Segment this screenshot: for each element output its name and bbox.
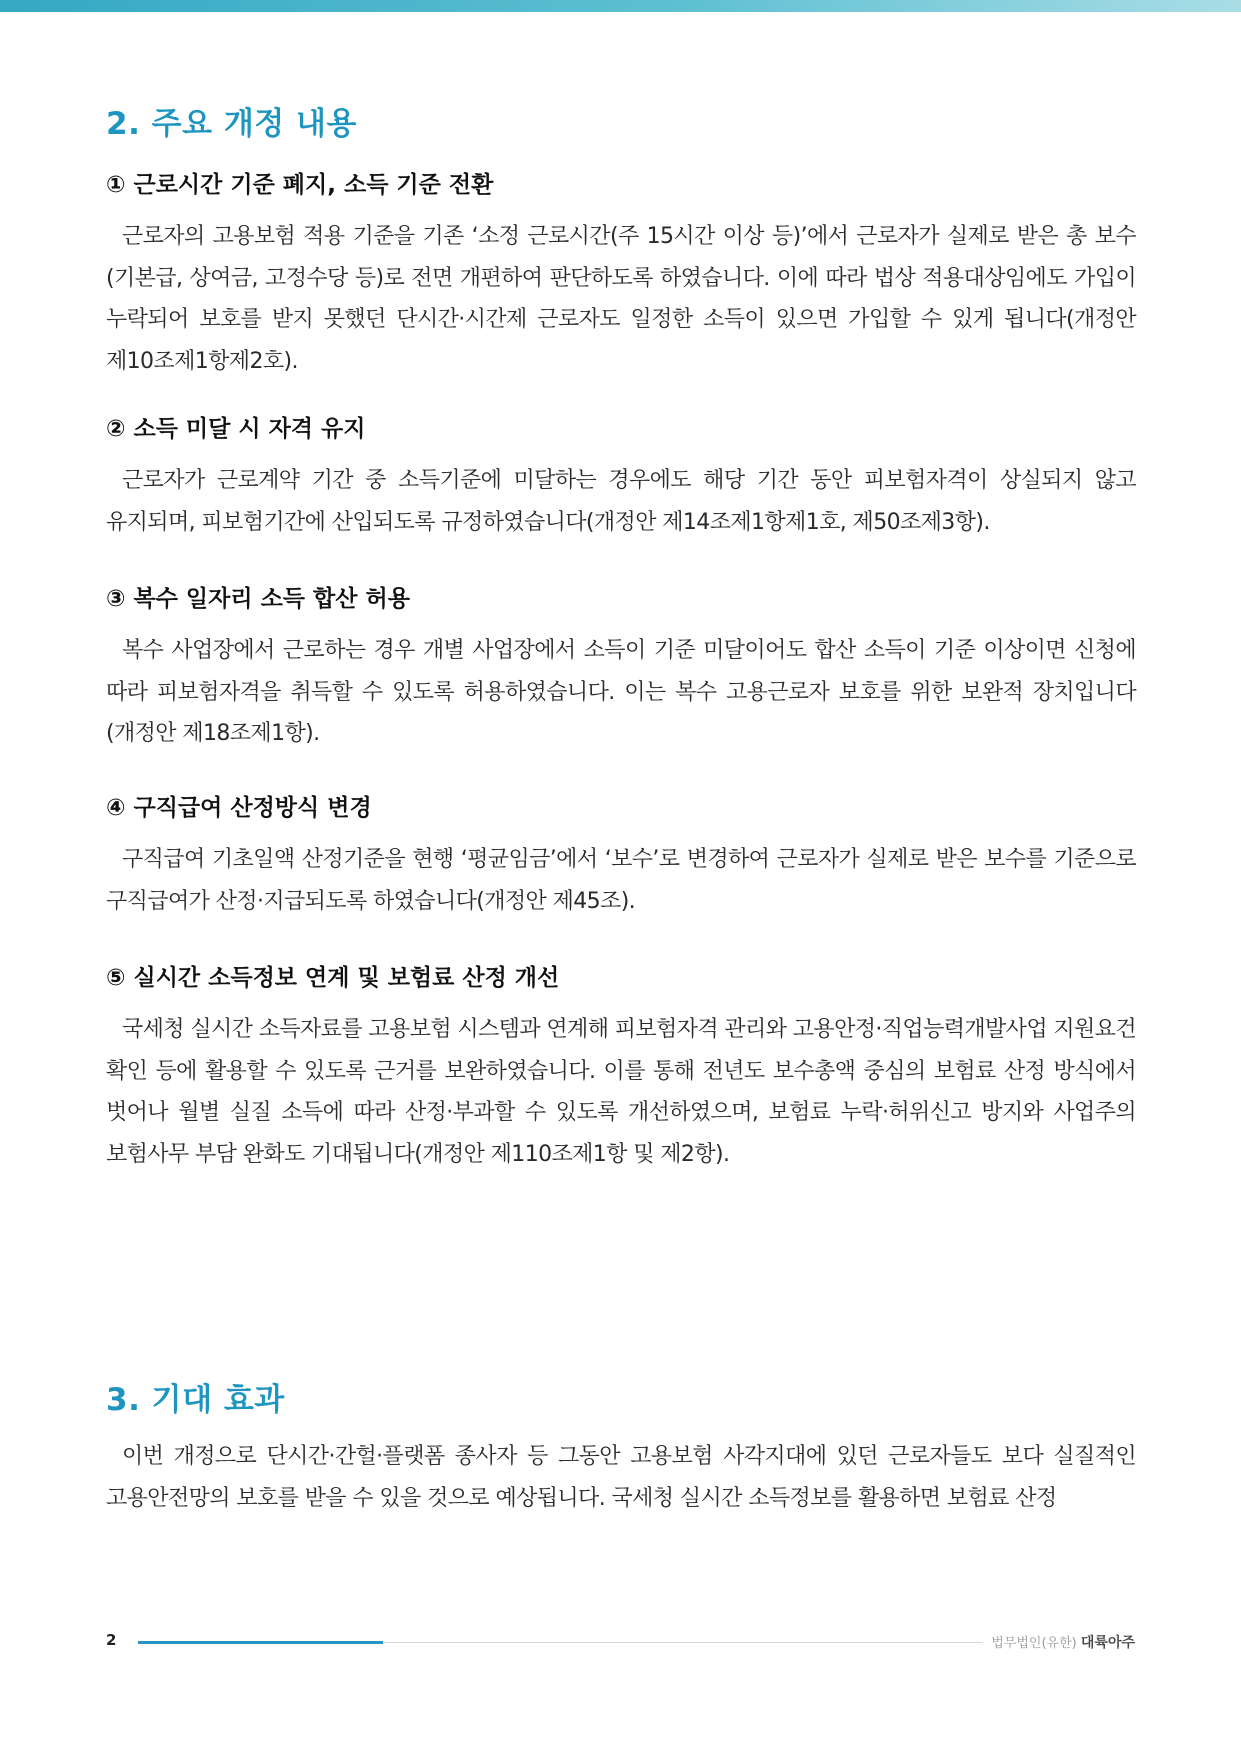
- item-1-heading: ① 근로시간 기준 폐지, 소득 기준 전환: [106, 172, 494, 198]
- item-4-body: 구직급여 기초일액 산정기준을 현행 ‘평균임금’에서 ‘보수’로 변경하여 근로자가 실제로 받은 보수를 기준으로 구직급여가 산정·지급되도록 하였습니다(개정안 제45조).: [106, 847, 1136, 914]
- item-3-heading: ③ 복수 일자리 소득 합산 허용: [106, 586, 410, 612]
- section-3-title: 3. 기대 효과: [106, 1382, 285, 1418]
- item-4-heading: ④ 구직급여 산정방식 변경: [106, 795, 372, 821]
- firm-signature: [991, 1632, 1135, 1652]
- page-number: 2: [106, 1631, 117, 1649]
- item-5-heading: ⑤ 실시간 소득정보 연계 및 보험료 산정 개선: [106, 965, 560, 991]
- section-3-body: 이번 개정으로 단시간·간헐·플랫폼 종사자 등 그동안 고용보험 사각지대에 있던 근로자들도 보다 실질적인 고용안전망의 보호를 받을 수 있을 것으로 예상됩니다. 국세청 실시간 소득정보를 활용하면 보험료 산정: [106, 1444, 1136, 1511]
- top-accent-bar: [0, 0, 1241, 12]
- item-2-body: 근로자가 근로계약 기간 중 소득기준에 미달하는 경우에도 해당 기간 동안 피보험자격이 상실되지 않고 유지되며, 피보험기간에 산입되도록 규정하였습니다(개정안 제14조제1항제1호, 제50조제3항).: [106, 468, 1136, 535]
- firm-prefix: 법무법인(유한): [991, 1636, 1077, 1651]
- item-1-body: 근로자의 고용보험 적용 기준을 기존 ‘소정 근로시간(주 15시간 이상 등)’에서 근로자가 실제로 받은 총 보수(기본급, 상여금, 고정수당 등)로 전면 개편하여 판단하도록 하였습니다. 이에 따라 법상 적용대상임에도 가입이 누락되어 보호를 받지 못했던 단시간·시간제 근로자도 일정한 소득이 있으면 가입할 수 있게 됩니다(개정안 제10조제1항제2호).: [106, 224, 1136, 374]
- item-2-heading: ② 소득 미달 시 자격 유지: [106, 416, 366, 442]
- item-5-body: 국세청 실시간 소득자료를 고용보험 시스템과 연계해 피보험자격 관리와 고용안정·직업능력개발사업 지원요건 확인 등에 활용할 수 있도록 근거를 보완하였습니다. 이를 통해 전년도 보수총액 중심의 보험료 산정 방식에서 벗어나 월별 실질 소득에 따라 산정·부과할 수 있도록 개선하였으며, 보험료 누락·허위신고 방지와 사업주의 보험사무 부담 완화도 기대됩니다(개정안 제110조제1항 및 제2항).: [106, 1017, 1136, 1167]
- section-2-title: 2. 주요 개정 내용: [106, 106, 357, 142]
- footer-divider-accent: [138, 1641, 383, 1644]
- item-3-body: 복수 사업장에서 근로하는 경우 개별 사업장에서 소득이 기준 미달이어도 합산 소득이 기준 이상이면 신청에 따라 피보험자격을 취득할 수 있도록 허용하였습니다. 이는 복수 고용근로자 보호를 위한 보완적 장치입니다(개정안 제18조제1항).: [106, 638, 1136, 746]
- firm-name: 대륙아주: [1080, 1635, 1135, 1651]
